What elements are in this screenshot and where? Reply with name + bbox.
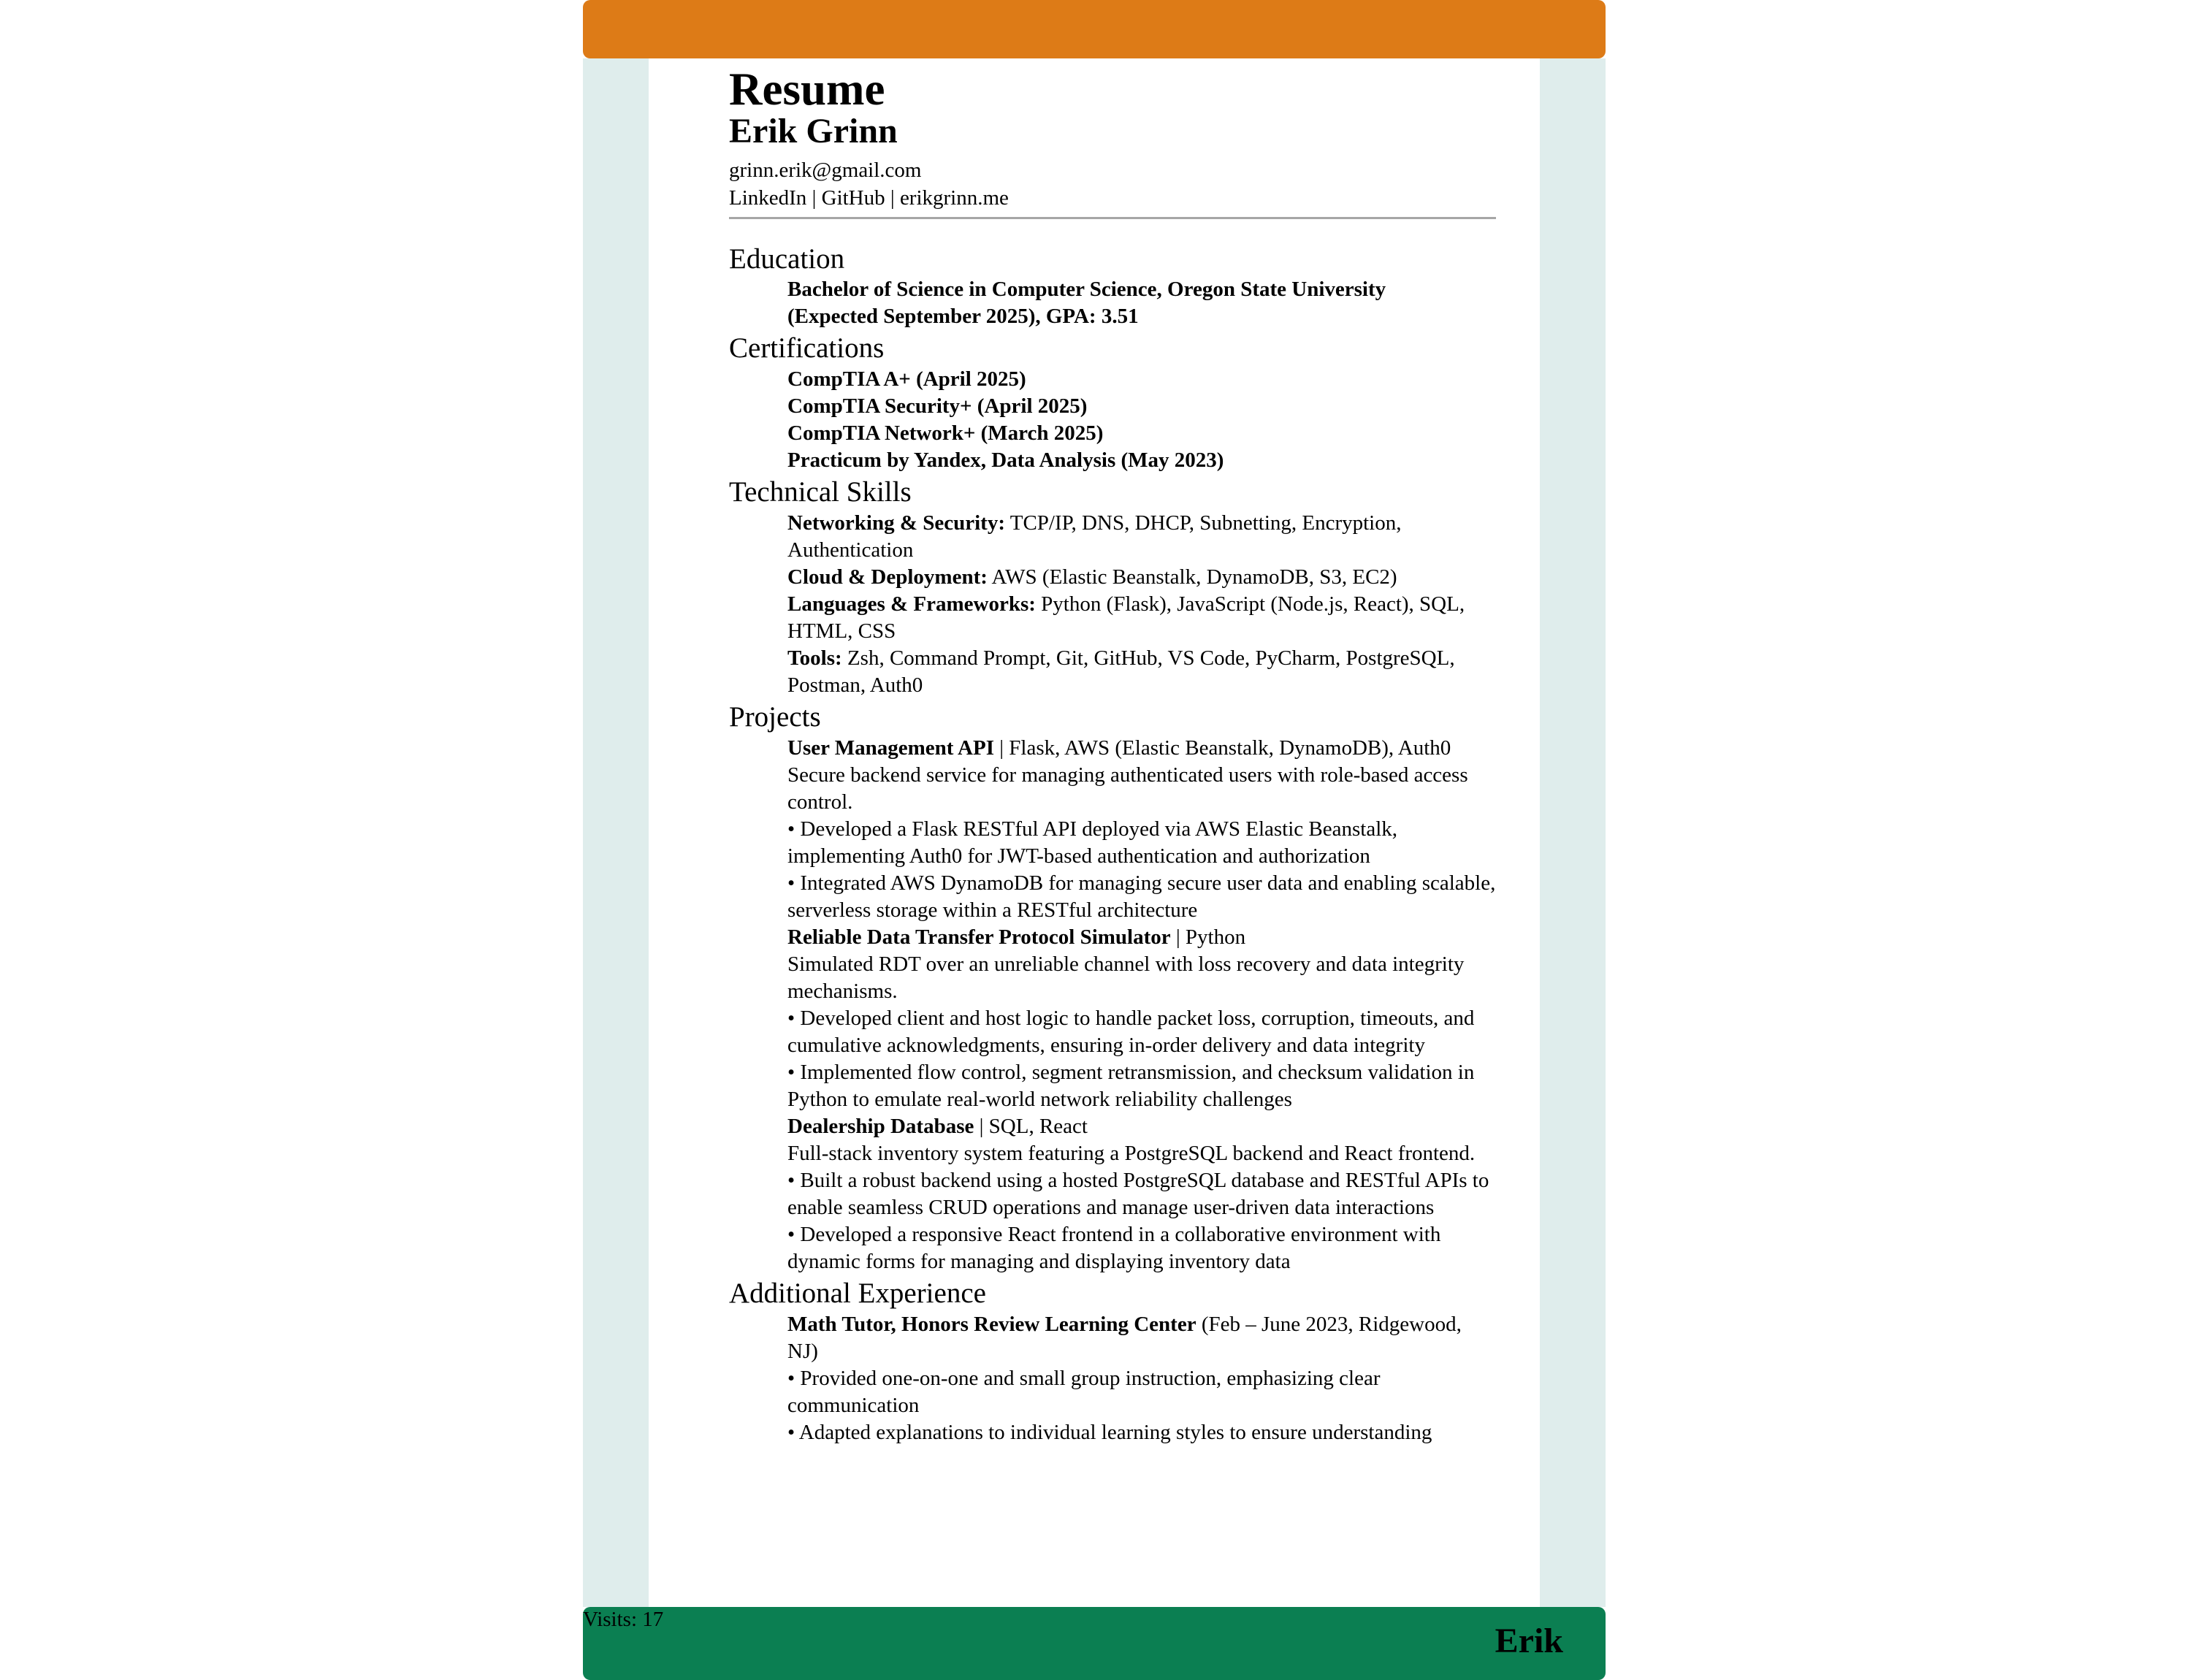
experience-header	[787, 1311, 1496, 1365]
footer-name: Erik	[1495, 1622, 1563, 1660]
project-summary: Full-stack inventory system featuring a PostgreSQL backend and React frontend.	[787, 1141, 1476, 1165]
page	[583, 0, 1606, 1680]
section-heading-education: Education	[729, 243, 845, 275]
certification-item: CompTIA A+ (April 2025)	[787, 367, 1026, 392]
top-banner	[583, 0, 1606, 58]
project-summary: Secure backend service for managing authenticated users with role-based access control.	[787, 763, 1468, 814]
project-header	[787, 924, 1496, 951]
experience-detail: (Feb – June 2023, Ridgewood, NJ)	[787, 1312, 1462, 1363]
right-side-panel	[1540, 58, 1606, 1607]
project-item	[787, 1113, 1496, 1275]
project-header	[787, 1113, 1496, 1140]
certification-item: Practicum by Yandex, Data Analysis (May 2023)	[787, 448, 1224, 473]
project-title: Dealership Database	[787, 1114, 974, 1138]
skill-value: TCP/IP, DNS, DHCP, Subnetting, Encryption, Authentication	[787, 511, 1402, 562]
website-link[interactable]: erikgrinn.me	[899, 186, 1009, 210]
project-bullet: • Integrated AWS DynamoDB for managing secure user data and enabling scalable, serverless storage within a RESTful architecture	[787, 871, 1496, 922]
footer-bar	[583, 1607, 1606, 1680]
left-side-panel	[583, 58, 649, 1607]
page-title: Resume	[729, 64, 885, 115]
certification-item: CompTIA Security+ (April 2025)	[787, 394, 1088, 419]
section-heading-experience: Additional Experience	[729, 1277, 986, 1309]
skill-label: Languages & Frameworks:	[787, 592, 1036, 616]
project-stack: | Flask, AWS (Elastic Beanstalk, DynamoDB), Auth0	[993, 736, 1451, 760]
project-bullet: • Implemented flow control, segment retransmission, and checksum validation in Python to emulate real-world network reliability challenges	[787, 1060, 1475, 1111]
skill-label: Networking & Security:	[787, 511, 1006, 535]
projects-section	[729, 700, 1496, 1277]
experience-section	[729, 1277, 1496, 1448]
certification-item: CompTIA Network+ (March 2025)	[787, 421, 1104, 446]
degree-line: (Expected September 2025), GPA: 3.51	[787, 305, 1139, 329]
degree-line: Bachelor of Science in Computer Science, Oregon State University	[787, 278, 1386, 302]
project-stack: | SQL, React	[974, 1114, 1088, 1138]
project-title: User Management API	[787, 736, 994, 760]
skill-label: Tools:	[787, 646, 842, 670]
certifications-section	[729, 332, 1496, 476]
project-summary: Simulated RDT over an unreliable channel with loss recovery and data integrity mechanisms.	[787, 952, 1465, 1003]
email-text: grinn.erik@gmail.com	[729, 159, 922, 183]
experience-title: Math Tutor, Honors Review Learning Center	[787, 1312, 1196, 1336]
experience-bullet: • Provided one-on-one and small group instruction, emphasizing clear communication	[787, 1366, 1381, 1417]
skill-item	[787, 564, 1496, 591]
skill-item	[787, 510, 1496, 564]
link-separator: |	[806, 186, 822, 210]
experience-bullet: • Adapted explanations to individual learning styles to ensure understanding	[787, 1420, 1432, 1444]
skill-item	[787, 645, 1496, 699]
section-heading-certifications: Certifications	[729, 332, 885, 364]
visit-counter: Visits: 17	[583, 1608, 664, 1631]
resume-content	[729, 58, 1496, 1448]
header-divider	[729, 217, 1496, 219]
project-stack: | Python	[1170, 925, 1246, 949]
skill-item	[787, 591, 1496, 645]
skill-value: Python (Flask), JavaScript (Node.js, React), SQL, HTML, CSS	[787, 592, 1465, 643]
section-heading-skills: Technical Skills	[729, 476, 912, 508]
education-section	[729, 243, 1496, 332]
project-item	[787, 924, 1496, 1113]
github-link[interactable]: GitHub	[821, 186, 885, 210]
project-item	[787, 735, 1496, 924]
skill-value: AWS (Elastic Beanstalk, DynamoDB, S3, EC2)	[987, 565, 1397, 589]
skill-label: Cloud & Deployment:	[787, 565, 988, 589]
project-header	[787, 735, 1496, 762]
project-bullet: • Developed a Flask RESTful API deployed via AWS Elastic Beanstalk, implementing Auth0 for JWT-based authentication and authorization	[787, 817, 1397, 868]
linkedin-link[interactable]: LinkedIn	[729, 186, 807, 210]
link-separator: |	[885, 186, 900, 210]
skills-section	[729, 476, 1496, 700]
section-heading-projects: Projects	[729, 701, 821, 733]
skill-value: Zsh, Command Prompt, Git, GitHub, VS Code, PyCharm, PostgreSQL, Postman, Auth0	[787, 646, 1455, 697]
project-bullet: • Developed client and host logic to handle packet loss, corruption, timeouts, and cumulative acknowledgments, ensuring in-order delivery and data integrity	[787, 1006, 1475, 1057]
profile-links	[729, 185, 1496, 213]
project-title: Reliable Data Transfer Protocol Simulator	[787, 925, 1171, 949]
person-name: Erik Grinn	[729, 112, 898, 151]
project-bullet: • Developed a responsive React frontend in a collaborative environment with dynamic forms for managing and displaying inventory data	[787, 1222, 1441, 1273]
project-bullet: • Built a robust backend using a hosted PostgreSQL database and RESTful APIs to enable seamless CRUD operations and manage user-driven data interactions	[787, 1168, 1489, 1219]
